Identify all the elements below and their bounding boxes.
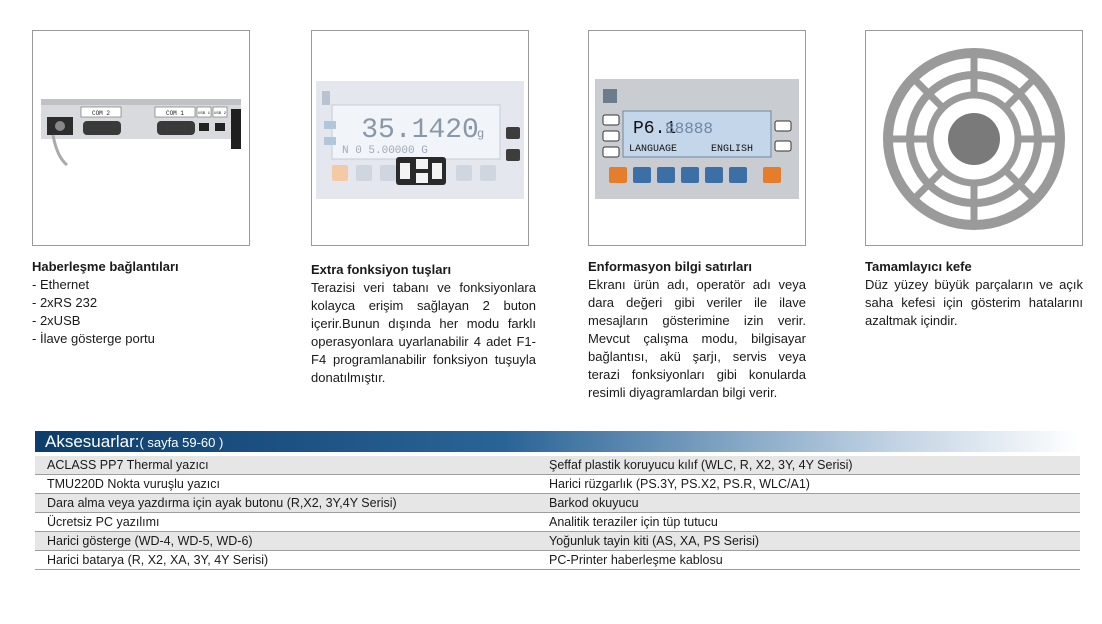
ports-image [32,30,250,246]
table-row [35,513,1080,532]
feature-title: Tamamlayıcı kefe [865,259,972,274]
feature-text: Düz yüzey büyük parçaların ve açık saha kefesi için gösterim hatalarını azaltmak içindir. [865,277,1083,328]
svg-text:USB 2: USB 2 [213,112,227,116]
table-cell: Harici gösterge (WD-4, WD-5, WD-6) [35,532,537,551]
accessories-table [35,456,1080,570]
table-cell: ACLASS PP7 Thermal yazıcı [35,456,537,475]
svg-text:35.1420: 35.1420 [361,115,479,146]
feature-list [32,276,262,348]
svg-text:P6.1: P6.1 [633,119,677,139]
list-item: - 2xRS 232 [32,294,262,312]
table-cell: TMU220D Nokta vuruşlu yazıcı [35,475,537,494]
feature-info [588,258,806,402]
svg-text:g: g [477,127,485,141]
svg-text:COM 2: COM 2 [91,110,111,117]
table-row [35,532,1080,551]
table-cell: Barkod okuyucu [537,494,1080,513]
feature-ports [32,258,262,348]
feature-title: Haberleşme bağlantıları [32,259,179,274]
feature-title: Extra fonksiyon tuşları [311,262,452,277]
feature-text: Terazisi veri tabanı ve fonksiyonlara kolayca erişim sağlayan 2 buton içerir.Bunun dışında her modu farklı operasyonlara uyarlanabilir 4 adet F1-F4 programlanabilir fonksiyon tuşuyla donatılmıştır. [311,280,536,385]
table-cell: Dara alma veya yazdırma için ayak butonu (R,X2, 3Y,4Y Serisi) [35,494,537,513]
list-item: - İlave gösterge portu [32,330,262,348]
table-cell: Şeffaf plastik koruyucu kılıf (WLC, R, X2, 3Y, 4Y Serisi) [537,456,1080,475]
keys-image [311,30,529,246]
accessories-title: Aksesuarlar: [45,432,140,451]
table-cell: Ücretsiz PC yazılımı [35,513,537,532]
table-cell: Harici rüzgarlık (PS.3Y, PS.X2, PS.R, WLC/A1) [537,475,1080,494]
table-cell: Analitik teraziler için tüp tutucu [537,513,1080,532]
info-display-image [588,30,806,246]
pan-image [865,30,1083,246]
svg-text:COM 1: COM 1 [165,110,185,117]
feature-title: Enformasyon bilgi satırları [588,259,752,274]
svg-text:LANGUAGE: LANGUAGE [629,144,678,155]
table-row [35,494,1080,513]
table-cell: PC-Printer haberleşme kablosu [537,551,1080,570]
svg-text:USB 1: USB 1 [197,112,211,116]
accessories-pages: ( sayfa 59-60 ) [139,435,224,450]
table-row [35,456,1080,475]
table-row [35,475,1080,494]
table-row [35,551,1080,570]
feature-text: Ekranı ürün adı, operatör adı veya dara değeri gibi veriler ile ilave mesajların gösterimine izin verir. Mevcut çalışma modu, bilgisayar bağlantısı, akü şarjı, servis veya terazi fonksiyonları gibi konularda resimli diyagramlardan bilgi verir. [588,277,806,400]
svg-text:88888: 88888 [665,120,714,138]
list-item: - 2xUSB [32,312,262,330]
list-item: - Ethernet [32,276,262,294]
accessories-header [35,431,1080,452]
feature-keys [311,261,536,387]
svg-text:N 0 5.00000 G: N 0 5.00000 G [342,145,428,157]
table-cell: Harici batarya (R, X2, XA, 3Y, 4Y Serisi) [35,551,537,570]
svg-text:ENGLISH: ENGLISH [711,144,754,155]
feature-pan [865,258,1083,330]
table-cell: Yoğunluk tayin kiti (AS, XA, PS Serisi) [537,532,1080,551]
